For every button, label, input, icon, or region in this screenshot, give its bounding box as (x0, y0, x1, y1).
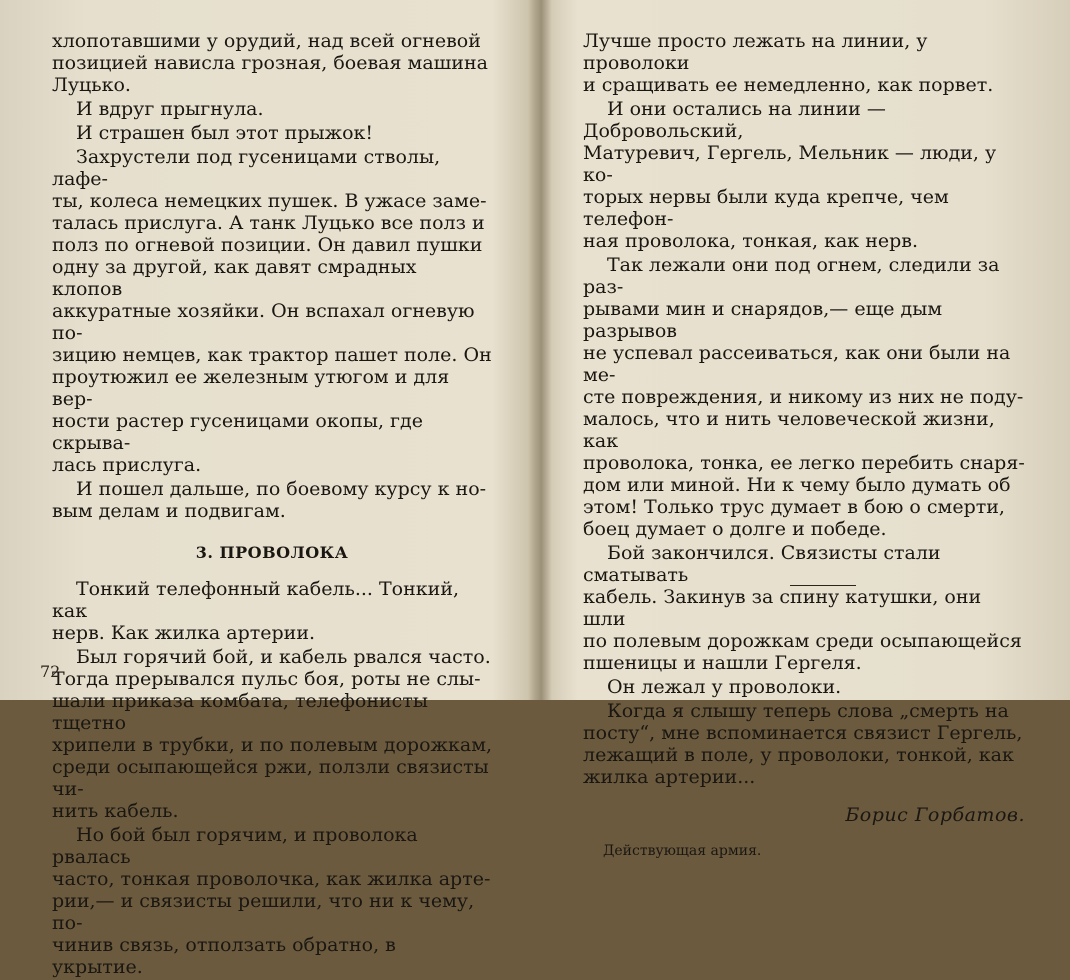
paragraph: Тонкий телефонный кабель... Тонкий, как нерв. Как жилка артерии. (52, 578, 460, 644)
paragraph: Был горячий бой, и кабель рвался часто. Тогда прерывался пульс боя, роты не слы- шали приказа комбата, телефонисты тщетно хрипели в трубки, и по полевым дорожкам, среди осыпающейся ржи, ползли связисты чи- нить кабель. (52, 646, 493, 822)
divider-rule (790, 585, 856, 586)
paragraph: И страшен был этот прыжок! (76, 122, 374, 144)
paragraph: Когда я слышу теперь слова „смерть на посту“, мне вспоминается связист Гергель, лежащий в поле, у проволоки, тонкой, как жилка артерии... (583, 700, 1023, 788)
paragraph: И пошел дальше, по боевому курсу к но- вым делам и подвигам. (52, 478, 487, 522)
author-signature: Борис Горбатов. (845, 804, 1025, 826)
paragraph: Но бой был горячим, и проволока рвалась часто, тонкая проволочка, как жилка арте- рии,— и связисты решили, что ни к чему, по- чинив связь, отползать обратно, в укрытие. (52, 824, 491, 978)
paragraph: Захрустели под гусеницами стволы, лафе- ты, колеса немецких пушек. В ужасе заме- талась прислуга. А танк Луцько все полз и полз по огневой позиции. Он давил пушки одну за другой, как давят смрадных клопов аккуратные хозяйки. Он вспахал огневую по- зицию немцев, как трактор пашет поле. Он проутюжил ее железным утюгом и для вер- ности растер гусеницами окопы, где скрыва- лась прислуга. (52, 146, 492, 476)
paragraph: Так лежали они под огнем, следили за раз- рывами мин и снарядов,— еще дым разрывов не успевал рассеиваться, как они были на ме- сте повреждения, и никому из них не поду- малось, что и нить человеческой жизни, как проволока, тонка, ее легко перебить снаря- дом или миной. Ни к чему было думать об этом! Только трус думает в бою о смерти, боец думает о долге и победе. (583, 254, 1025, 540)
right-page (583, 30, 1029, 862)
book-gutter (528, 0, 552, 700)
page-number: 72 (40, 662, 61, 681)
dateline: Действующая армия. (603, 843, 762, 859)
paragraph: И они остались на линии — Добровольский, Матуревич, Гергель, Мельник — люди, у ко- торых нервы были куда крепче, чем телефон- ная проволока, тонкая, как нерв. (583, 98, 997, 252)
left-page (52, 30, 492, 980)
paragraph: Он лежал у проволоки. (607, 676, 842, 698)
paragraph: Бой закончился. Связисты стали сматывать кабель. Закинув за спину катушки, они шли по полевым дорожкам среди осыпающейся пшеницы и нашли Гергеля. (583, 542, 1022, 674)
section-heading: 3. ПРОВОЛОКА (195, 543, 349, 562)
paragraph: И вдруг прыгнула. (76, 98, 264, 120)
paragraph: хлопотавшими у орудий, над всей огневой позицией нависла грозная, боевая машина Луцько. (52, 30, 488, 96)
paragraph: Лучше просто лежать на линии, у проволоки и сращивать ее немедленно, как порвет. (583, 30, 994, 96)
